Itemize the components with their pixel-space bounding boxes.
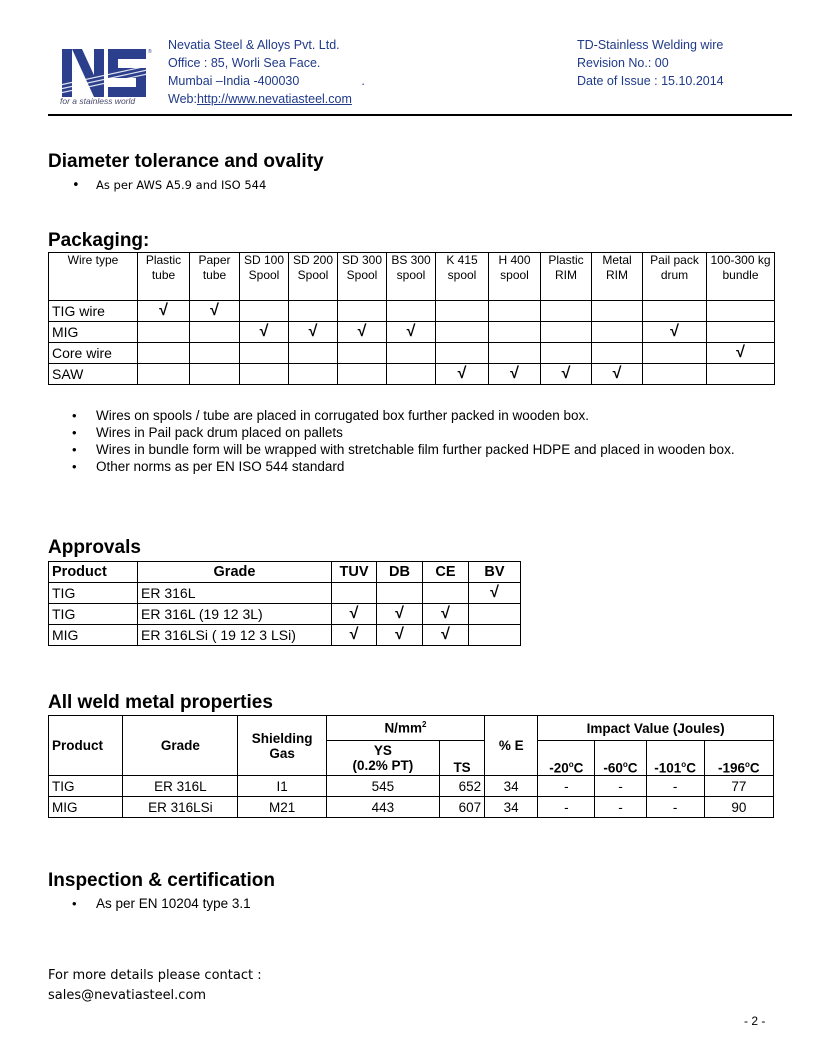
approvals-col-header: BV: [469, 562, 521, 583]
check-cell: [489, 322, 541, 343]
weld-col-ts: TS: [440, 741, 485, 776]
packaging-header-row: [49, 253, 775, 301]
company-city: Mumbai –India -400030 .: [168, 74, 365, 88]
packaging-col-header: H 400 spool: [489, 253, 541, 301]
weld-value-cell: 34: [485, 797, 538, 818]
packaging-col-header: Pail pack drum: [643, 253, 707, 301]
list-item: • Wires on spools / tube are placed in corrugated box further packed in wooden box.: [48, 407, 778, 424]
check-cell: [489, 301, 541, 322]
check-cell: √: [469, 583, 521, 604]
weld-value-cell: M21: [238, 797, 326, 818]
check-cell: √: [592, 364, 643, 385]
check-cell: [289, 343, 338, 364]
contact-block: [48, 966, 262, 1006]
list-item: • Wires in Pail pack drum placed on pallets: [48, 424, 778, 441]
packaging-col-header: SD 300 Spool: [338, 253, 387, 301]
company-web: Web:http://www.nevatiasteel.com: [168, 92, 352, 106]
check-cell: √: [338, 322, 387, 343]
check-cell: √: [138, 301, 190, 322]
weld-value-cell: 545: [326, 776, 439, 797]
company-info: [168, 36, 365, 108]
check-cell: [240, 364, 289, 385]
contact-line: For more details please contact :: [48, 968, 262, 983]
packaging-col-header: K 415 spool: [436, 253, 489, 301]
header-divider: [48, 114, 792, 116]
packaging-col-header: Wire type: [49, 253, 138, 301]
weld-col-temp-1: -20$^o$C: [538, 741, 595, 776]
weld-properties-table: [48, 715, 774, 818]
check-cell: [138, 364, 190, 385]
contact-email[interactable]: sales@nevatiasteel.com: [48, 988, 207, 1003]
check-cell: √: [190, 301, 240, 322]
approval-text-cell: ER 316L: [138, 583, 332, 604]
check-cell: √: [377, 625, 423, 646]
weld-value-cell: ER 316L: [123, 776, 238, 797]
check-cell: [338, 364, 387, 385]
check-cell: √: [240, 322, 289, 343]
check-cell: [541, 322, 592, 343]
inspection-heading: Inspection & certification: [48, 870, 275, 891]
check-cell: [469, 604, 521, 625]
approval-text-cell: MIG: [49, 625, 138, 646]
approvals-col-header: Product: [49, 562, 138, 583]
weld-value-cell: -: [646, 797, 704, 818]
weld-value-cell: 77: [704, 776, 773, 797]
check-cell: √: [423, 625, 469, 646]
check-cell: [643, 343, 707, 364]
check-cell: [190, 364, 240, 385]
weld-col-product: Product: [49, 716, 123, 776]
table-row: [49, 797, 774, 818]
page-number: - 2 -: [744, 1014, 766, 1028]
check-cell: √: [643, 322, 707, 343]
weld-value-cell: 607: [440, 797, 485, 818]
approval-text-cell: TIG: [49, 604, 138, 625]
list-item: • Other norms as per EN ISO 544 standard: [48, 458, 778, 475]
document-info: [577, 36, 724, 90]
weld-col-temp-2: -60$^o$C: [595, 741, 646, 776]
check-cell: [240, 301, 289, 322]
wire-type-cell: Core wire: [49, 343, 138, 364]
check-cell: [387, 343, 436, 364]
table-row: [49, 322, 775, 343]
check-cell: [592, 322, 643, 343]
check-cell: [707, 364, 775, 385]
doc-title: TD-Stainless Welding wire: [577, 38, 724, 52]
weld-value-cell: MIG: [49, 797, 123, 818]
weld-header-row-1: [49, 716, 774, 741]
check-cell: [289, 301, 338, 322]
table-row: [49, 625, 521, 646]
weld-value-cell: -: [538, 776, 595, 797]
check-cell: [332, 583, 377, 604]
weld-value-cell: -: [595, 776, 646, 797]
check-cell: [423, 583, 469, 604]
check-cell: √: [377, 604, 423, 625]
table-row: [49, 776, 774, 797]
list-item: • Wires in bundle form will be wrapped with stretchable film further packed HDPE and placed in wooden box.: [48, 441, 778, 458]
weld-value-cell: 652: [440, 776, 485, 797]
check-cell: [489, 343, 541, 364]
doc-date: Date of Issue : 15.10.2014: [577, 74, 724, 88]
list-item: • As per AWS A5.9 and ISO 544: [48, 177, 266, 194]
check-cell: [138, 343, 190, 364]
approvals-col-header: Grade: [138, 562, 332, 583]
check-cell: [592, 343, 643, 364]
check-cell: [643, 364, 707, 385]
check-cell: [707, 322, 775, 343]
diameter-list: [48, 177, 266, 194]
weld-col-grade: Grade: [123, 716, 238, 776]
weld-col-gas: Shielding Gas: [238, 716, 326, 776]
packaging-col-header: Plastic RIM: [541, 253, 592, 301]
weld-value-cell: ER 316LSi: [123, 797, 238, 818]
check-cell: [377, 583, 423, 604]
check-cell: [240, 343, 289, 364]
check-cell: [469, 625, 521, 646]
packaging-col-header: BS 300 spool: [387, 253, 436, 301]
check-cell: √: [423, 604, 469, 625]
weld-value-cell: 90: [704, 797, 773, 818]
check-cell: [541, 343, 592, 364]
logo-tagline: for a stainless world: [60, 96, 136, 106]
company-name: Nevatia Steel & Alloys Pvt. Ltd.: [168, 38, 340, 52]
approvals-header-row: [49, 562, 521, 583]
check-cell: [541, 301, 592, 322]
wire-type-cell: MIG: [49, 322, 138, 343]
check-cell: [387, 301, 436, 322]
check-cell: [190, 343, 240, 364]
weld-col-impact: Impact Value (Joules): [538, 716, 774, 741]
wire-type-cell: SAW: [49, 364, 138, 385]
packaging-col-header: SD 100 Spool: [240, 253, 289, 301]
check-cell: [138, 322, 190, 343]
table-row: [49, 301, 775, 322]
check-cell: √: [436, 364, 489, 385]
doc-revision: Revision No.: 00: [577, 56, 669, 70]
svg-text:®: ®: [148, 49, 152, 55]
approvals-col-header: DB: [377, 562, 423, 583]
weld-col-temp-3: -101$^o$C: [646, 741, 704, 776]
weld-value-cell: 34: [485, 776, 538, 797]
check-cell: [338, 301, 387, 322]
check-cell: [190, 322, 240, 343]
weld-value-cell: -: [646, 776, 704, 797]
approvals-col-header: TUV: [332, 562, 377, 583]
check-cell: √: [387, 322, 436, 343]
weld-value-cell: I1: [238, 776, 326, 797]
weld-value-cell: -: [538, 797, 595, 818]
weld-col-ys: YS (0.2% PT): [326, 741, 439, 776]
packaging-col-header: Paper tube: [190, 253, 240, 301]
check-cell: √: [332, 625, 377, 646]
check-cell: [387, 364, 436, 385]
packaging-table: [48, 252, 775, 385]
website-link[interactable]: http://www.nevatiasteel.com: [196, 92, 352, 106]
wire-type-cell: TIG wire: [49, 301, 138, 322]
approvals-table: [48, 561, 521, 646]
weld-col-nmm: $N/mm^2$: [326, 716, 484, 741]
weld-col-elongation: % E: [485, 716, 538, 776]
packaging-col-header: Metal RIM: [592, 253, 643, 301]
check-cell: √: [489, 364, 541, 385]
approval-text-cell: ER 316LSi ( 19 12 3 LSi): [138, 625, 332, 646]
approvals-heading: Approvals: [48, 537, 141, 558]
table-row: [49, 364, 775, 385]
check-cell: [436, 343, 489, 364]
weld-value-cell: TIG: [49, 776, 123, 797]
check-cell: √: [289, 322, 338, 343]
company-office: Office : 85, Worli Sea Face.: [168, 56, 321, 70]
check-cell: √: [332, 604, 377, 625]
check-cell: [436, 301, 489, 322]
inspection-list: [48, 895, 251, 912]
check-cell: [592, 301, 643, 322]
table-row: [49, 343, 775, 364]
approval-text-cell: TIG: [49, 583, 138, 604]
packaging-col-header: 100-300 kg bundle: [707, 253, 775, 301]
approvals-col-header: CE: [423, 562, 469, 583]
check-cell: [436, 322, 489, 343]
weld-value-cell: -: [595, 797, 646, 818]
packaging-heading: Packaging:: [48, 230, 150, 251]
check-cell: [338, 343, 387, 364]
check-cell: [643, 301, 707, 322]
packaging-col-header: Plastic tube: [138, 253, 190, 301]
weld-value-cell: 443: [326, 797, 439, 818]
approval-text-cell: ER 316L (19 12 3L): [138, 604, 332, 625]
check-cell: √: [707, 343, 775, 364]
packaging-col-header: SD 200 Spool: [289, 253, 338, 301]
diameter-heading: Diameter tolerance and ovality: [48, 151, 324, 172]
table-row: [49, 583, 521, 604]
packaging-notes: [48, 407, 778, 475]
weld-heading: All weld metal properties: [48, 692, 273, 713]
check-cell: [289, 364, 338, 385]
table-row: [49, 604, 521, 625]
check-cell: [707, 301, 775, 322]
check-cell: √: [541, 364, 592, 385]
weld-col-temp-4: -196$^o$C: [704, 741, 773, 776]
list-item: • As per EN 10204 type 3.1: [48, 895, 251, 912]
